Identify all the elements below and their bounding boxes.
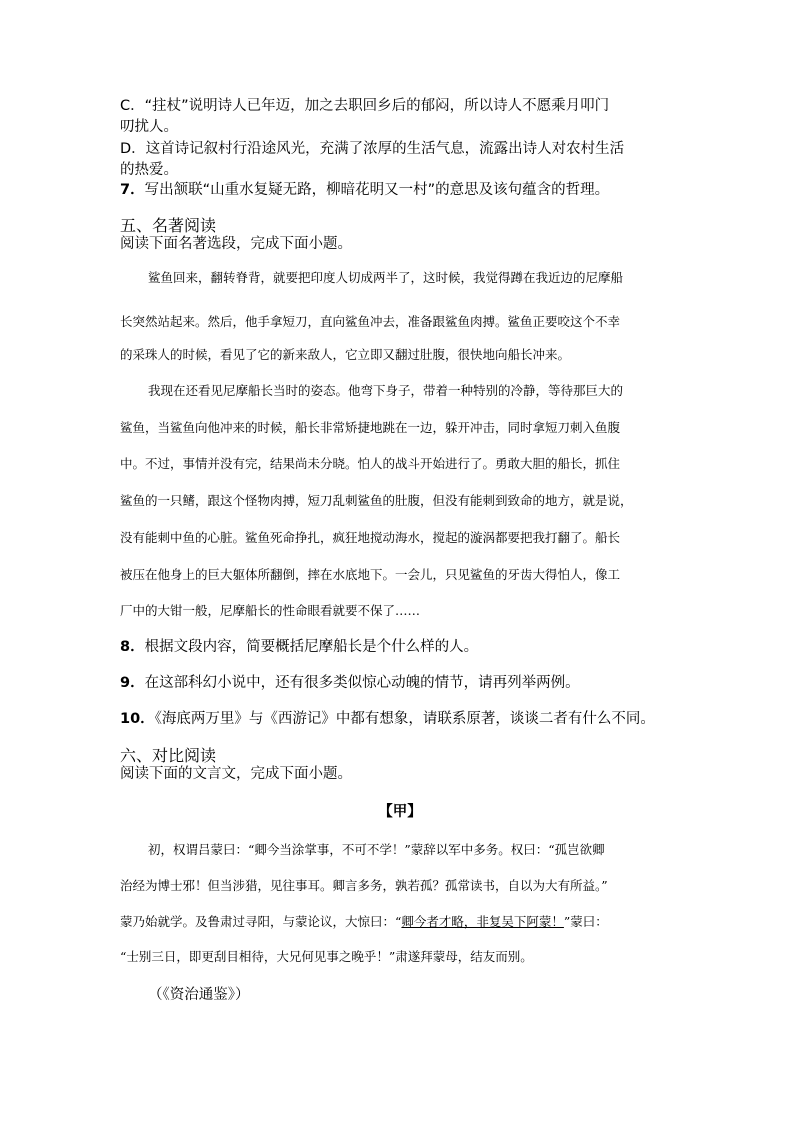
passage-line: 鲨鱼回来，翻转脊背，就要把印度人切成两半了，这时候，我觉得蹲在我近边的尼摩船 bbox=[148, 270, 624, 285]
question-9-text: 在这部科幻小说中，还有很多类似惊心动魄的情节，请再列举两例。 bbox=[144, 675, 580, 691]
section-5-instruction: 阅读下面名著选段，完成下面小题。 bbox=[120, 236, 352, 252]
passage-line: 的采珠人的时候，看见了它的新来敌人，它立即又翻过肚腹，很快地向船长冲来。 bbox=[120, 347, 571, 362]
section-6-title: 六、对比阅读 bbox=[120, 746, 217, 765]
passage-line: 被压在他身上的巨大躯体所翻倒，摔在水底地下。一会儿，只见鲨鱼的牙齿大得怕人，像工 bbox=[120, 567, 621, 582]
option-d-line1: D．这首诗记叙村行沿途风光，充满了浓厚的生活气息，流露出诗人对农村生活 bbox=[120, 141, 625, 157]
question-9-number: 9． bbox=[120, 675, 145, 691]
question-8-text: 根据文段内容，简要概括尼摩船长是个什么样的人。 bbox=[144, 639, 479, 655]
classical-line: “士别三日，即更刮目相待，大兄何见事之晚乎！”肃遂拜蒙母，结友而别。 bbox=[120, 949, 533, 964]
jia-label: 【甲】 bbox=[378, 804, 422, 820]
classical-line-3-post: ”蒙曰： bbox=[563, 914, 608, 929]
option-d-line2: 的热爱。 bbox=[120, 162, 178, 178]
question-10-text: 《海底两万里》与《西游记》中都有想象，请联系原著，谈谈二者有什么不同。 bbox=[154, 711, 655, 727]
passage-line: 我现在还看见尼摩船长当时的姿态。他弯下身子，带着一种特别的冷静，等待那巨大的 bbox=[148, 383, 624, 398]
section-5-title: 五、名著阅读 bbox=[120, 216, 217, 235]
passage-line: 没有能刺中鱼的心脏。鲨鱼死命挣扎，疯狂地搅动海水，搅起的漩涡都要把我打翻了。船长 bbox=[120, 530, 621, 545]
passage-line: 厂中的大钳一般，尼摩船长的性命眼看就要不保了…… bbox=[120, 603, 421, 618]
section-6-instruction: 阅读下面的文言文，完成下面小题。 bbox=[120, 766, 352, 782]
question-10-number: 10． bbox=[120, 711, 155, 727]
classical-line: 初，权谓吕蒙曰：“卿今当涂掌事，不可不学！”蒙辞以军中多务。权曰：“孤岂欲卿 bbox=[148, 842, 605, 857]
question-10 bbox=[120, 709, 680, 729]
underlined-sentence: 卿今者才略，非复吴下阿蒙！ bbox=[401, 914, 564, 929]
classical-line: 治经为博士邪！但当涉猎，见往事耳。卿言多务，孰若孤？孤常读书，自以为大有所益。” bbox=[120, 878, 608, 893]
question-7-number: 7． bbox=[120, 182, 145, 198]
question-7-text: 写出颔联“山重水复疑无路，柳暗花明又一村”的意思及该句蕴含的哲理。 bbox=[144, 182, 610, 198]
passage-line: 鲨鱼，当鲨鱼向他冲来的时候，船长非常矫捷地跳在一边，躲开冲击，同时拿短刀刺入鱼腹 bbox=[120, 420, 621, 435]
question-9 bbox=[120, 673, 680, 693]
question-8-number: 8． bbox=[120, 639, 145, 655]
classical-line-3-pre: 蒙乃始就学。及鲁肃过寻阳，与蒙论议，大惊曰：“ bbox=[120, 914, 402, 929]
question-7 bbox=[120, 180, 680, 200]
option-c-line2: 叨扰人。 bbox=[120, 119, 178, 135]
passage-line: 长突然站起来。然后，他手拿短刀，直向鲨鱼冲去，准备跟鲨鱼肉搏。鲨鱼正要咬这个不幸 bbox=[120, 314, 621, 329]
classical-line-3 bbox=[120, 912, 678, 930]
passage-line: 中。不过，事情并没有完，结果尚未分晓。怕人的战斗开始进行了。勇敢大胆的船长，抓住 bbox=[120, 456, 621, 471]
question-8 bbox=[120, 637, 680, 657]
source-citation: （《资治通鉴》） bbox=[148, 987, 250, 1003]
option-c-line1: C．“拄杖”说明诗人已年迈，加之去职回乡后的郁闷，所以诗人不愿乘月叩门 bbox=[120, 98, 610, 114]
passage-line: 鲨鱼的一只鳍，跟这个怪物肉搏，短刀乱刺鲨鱼的肚腹，但没有能刺到致命的地方，就是说， bbox=[120, 493, 633, 508]
